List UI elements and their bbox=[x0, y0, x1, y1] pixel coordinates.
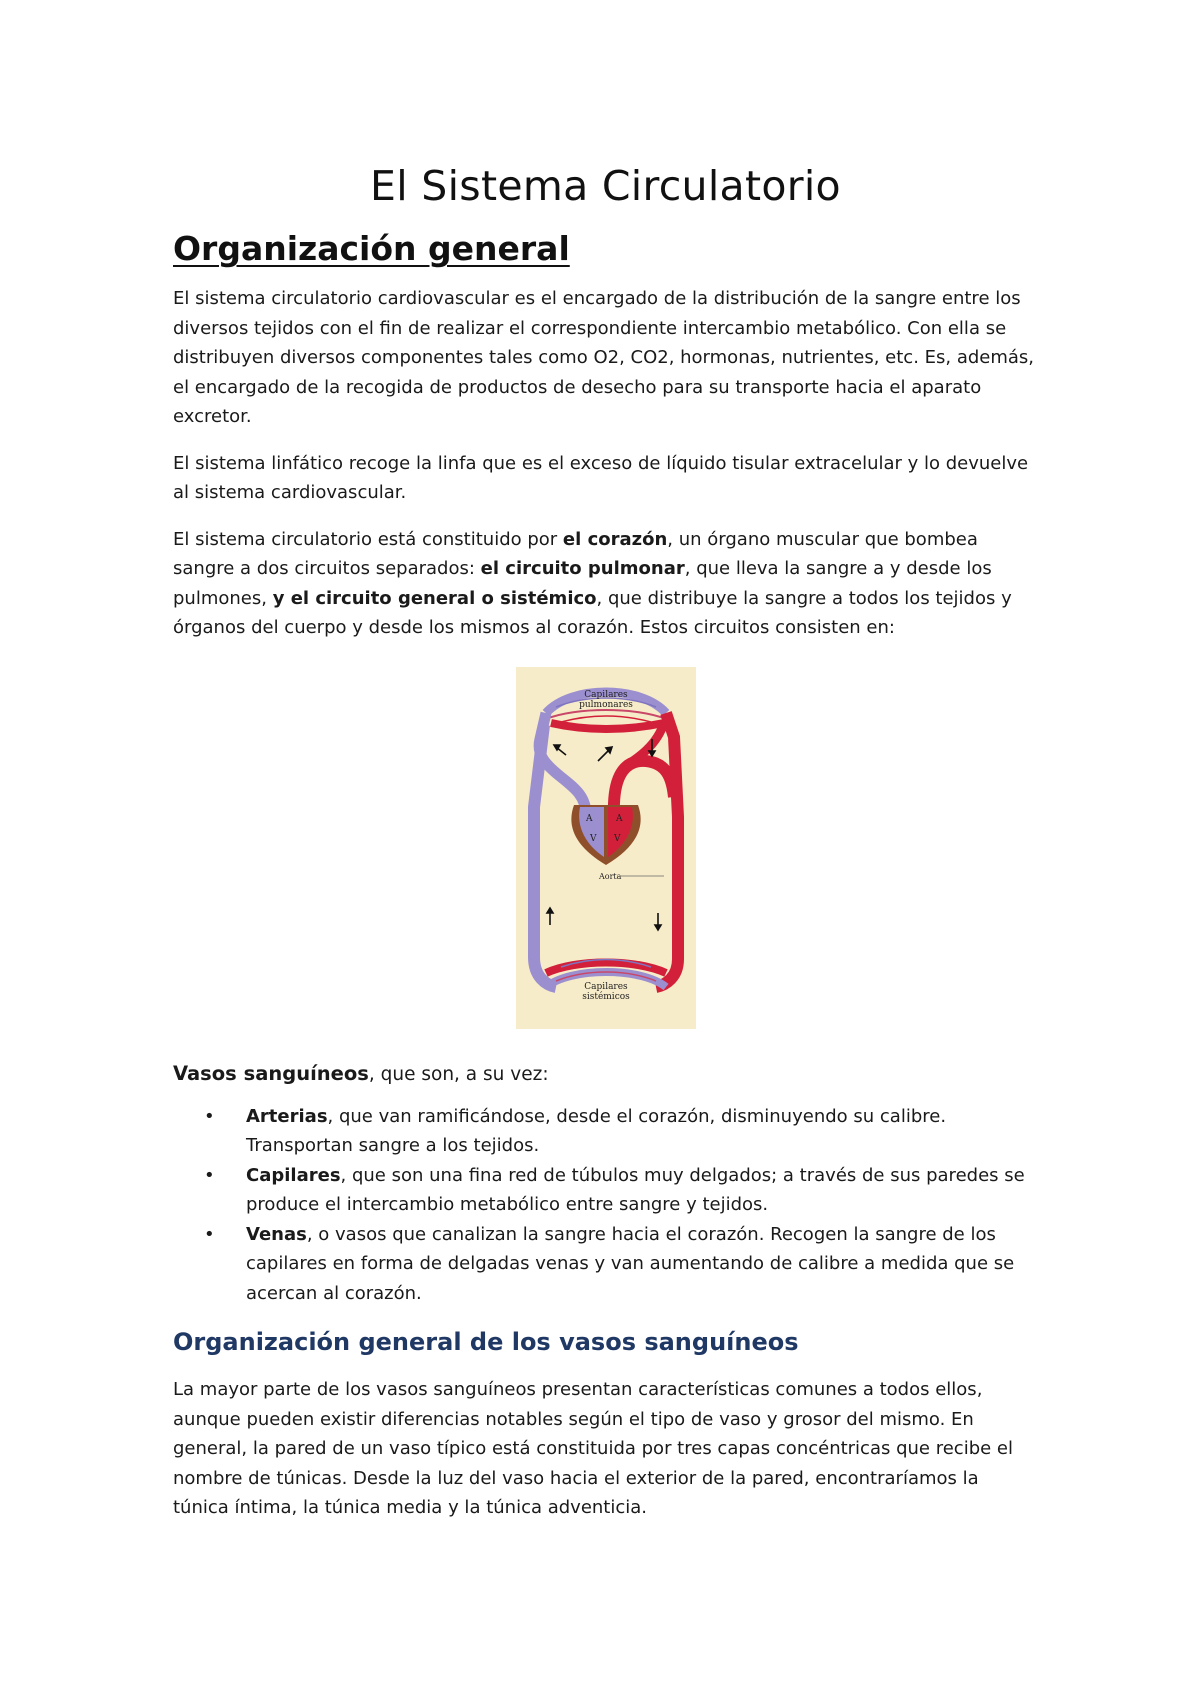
list-item-venas bbox=[204, 1220, 1038, 1309]
paragraph-vessel-walls: La mayor parte de los vasos sanguíneos presentan características comunes a todos ellos, aunque pueden existir diferencias notables según el tipo de vaso y grosor del mismo. En general, la pared de un vaso típico está constituida por tres capas concéntricas que recibe el nombre de túnicas. Desde la luz del vaso hacia el exterior de la pared, encontraríamos la túnica íntima, la túnica media y la túnica adventicia. bbox=[173, 1379, 1013, 1518]
list-item-text: , o vasos que canalizan la sangre hacia el corazón. Recogen la sangre de los capilares en forma de delgadas venas y van aumentando de calibre a medida que se acercan al corazón. bbox=[246, 1223, 1015, 1304]
list-item-arterias bbox=[204, 1102, 1038, 1161]
section-heading-organizacion: Organización general bbox=[173, 229, 570, 268]
document-title: El Sistema Circulatorio bbox=[370, 162, 841, 210]
bullet: • bbox=[204, 1105, 215, 1127]
document-content bbox=[173, 160, 1038, 1540]
bold-heart: el corazón bbox=[562, 528, 668, 550]
label-atrium-right: A bbox=[615, 813, 622, 824]
label-aorta: Aorta bbox=[598, 871, 621, 881]
vessels-intro-rest: , que son, a su vez: bbox=[368, 1063, 549, 1085]
paragraph-circuits bbox=[173, 525, 1038, 643]
list-item-text: , que son una fina red de túbulos muy delgados; a través de sus paredes se produce el intercambio metabólico entre sangre y tejidos. bbox=[246, 1164, 1025, 1215]
bullet: • bbox=[204, 1223, 215, 1245]
bullet: • bbox=[204, 1164, 215, 1186]
circulatory-diagram-svg bbox=[516, 667, 696, 1029]
vessel-types-list bbox=[173, 1102, 1038, 1309]
paragraph-intro: El sistema circulatorio cardiovascular es el encargado de la distribución de la sangre entre los diversos tejidos con el fin de realizar el correspondiente intercambio metabólico. Con ella se distribuyen diversos componentes tales como O2, CO2, hormonas, nutrientes, etc. Es, además, el encargado de la recogida de productos de desecho para su transporte hacia el aparato excretor. bbox=[173, 288, 1035, 427]
list-item-term: Venas bbox=[246, 1223, 307, 1245]
circulatory-diagram bbox=[516, 667, 696, 1029]
text-segment: , que lleva la sangre a y desde los pulmones, bbox=[173, 558, 992, 609]
label-systemic-capillaries-1: Capilares bbox=[583, 981, 628, 992]
label-systemic-capillaries-2: sistémicos bbox=[581, 991, 630, 1002]
vessels-intro bbox=[173, 1059, 1038, 1089]
section-heading-vasos: Organización general de los vasos sanguíneos bbox=[173, 1328, 799, 1356]
text-segment: El sistema circulatorio está constituido por bbox=[173, 528, 563, 550]
label-ventricle-right: V bbox=[613, 833, 620, 844]
list-item-term: Arterias bbox=[246, 1105, 328, 1127]
list-item-capilares bbox=[204, 1161, 1038, 1220]
vessels-intro-bold: Vasos sanguíneos bbox=[173, 1061, 369, 1085]
list-item-term: Capilares bbox=[246, 1164, 341, 1186]
label-pulmonary-capillaries-2: pulmonares bbox=[578, 699, 633, 710]
bold-systemic-circuit: y el circuito general o sistémico bbox=[272, 587, 597, 609]
text-segment: , que distribuye la sangre a todos los tejidos y órganos del cuerpo y desde los mismos al corazón. Estos circuitos consisten en: bbox=[173, 587, 1012, 638]
label-pulmonary-capillaries-1: Capilares bbox=[583, 689, 628, 700]
text-segment: , un órgano muscular que bombea sangre a dos circuitos separados: bbox=[173, 528, 978, 579]
list-item-text: , que van ramificándose, desde el corazón, disminuyendo su calibre. Transportan sangre a los tejidos. bbox=[246, 1105, 947, 1156]
bold-pulmonary-circuit: el circuito pulmonar bbox=[480, 558, 685, 579]
label-ventricle-left: V bbox=[589, 833, 596, 844]
label-atrium-left: A bbox=[585, 813, 592, 824]
paragraph-lymphatic: El sistema linfático recoge la linfa que es el exceso de líquido tisular extracelular y lo devuelve al sistema cardiovascular. bbox=[173, 452, 1029, 503]
